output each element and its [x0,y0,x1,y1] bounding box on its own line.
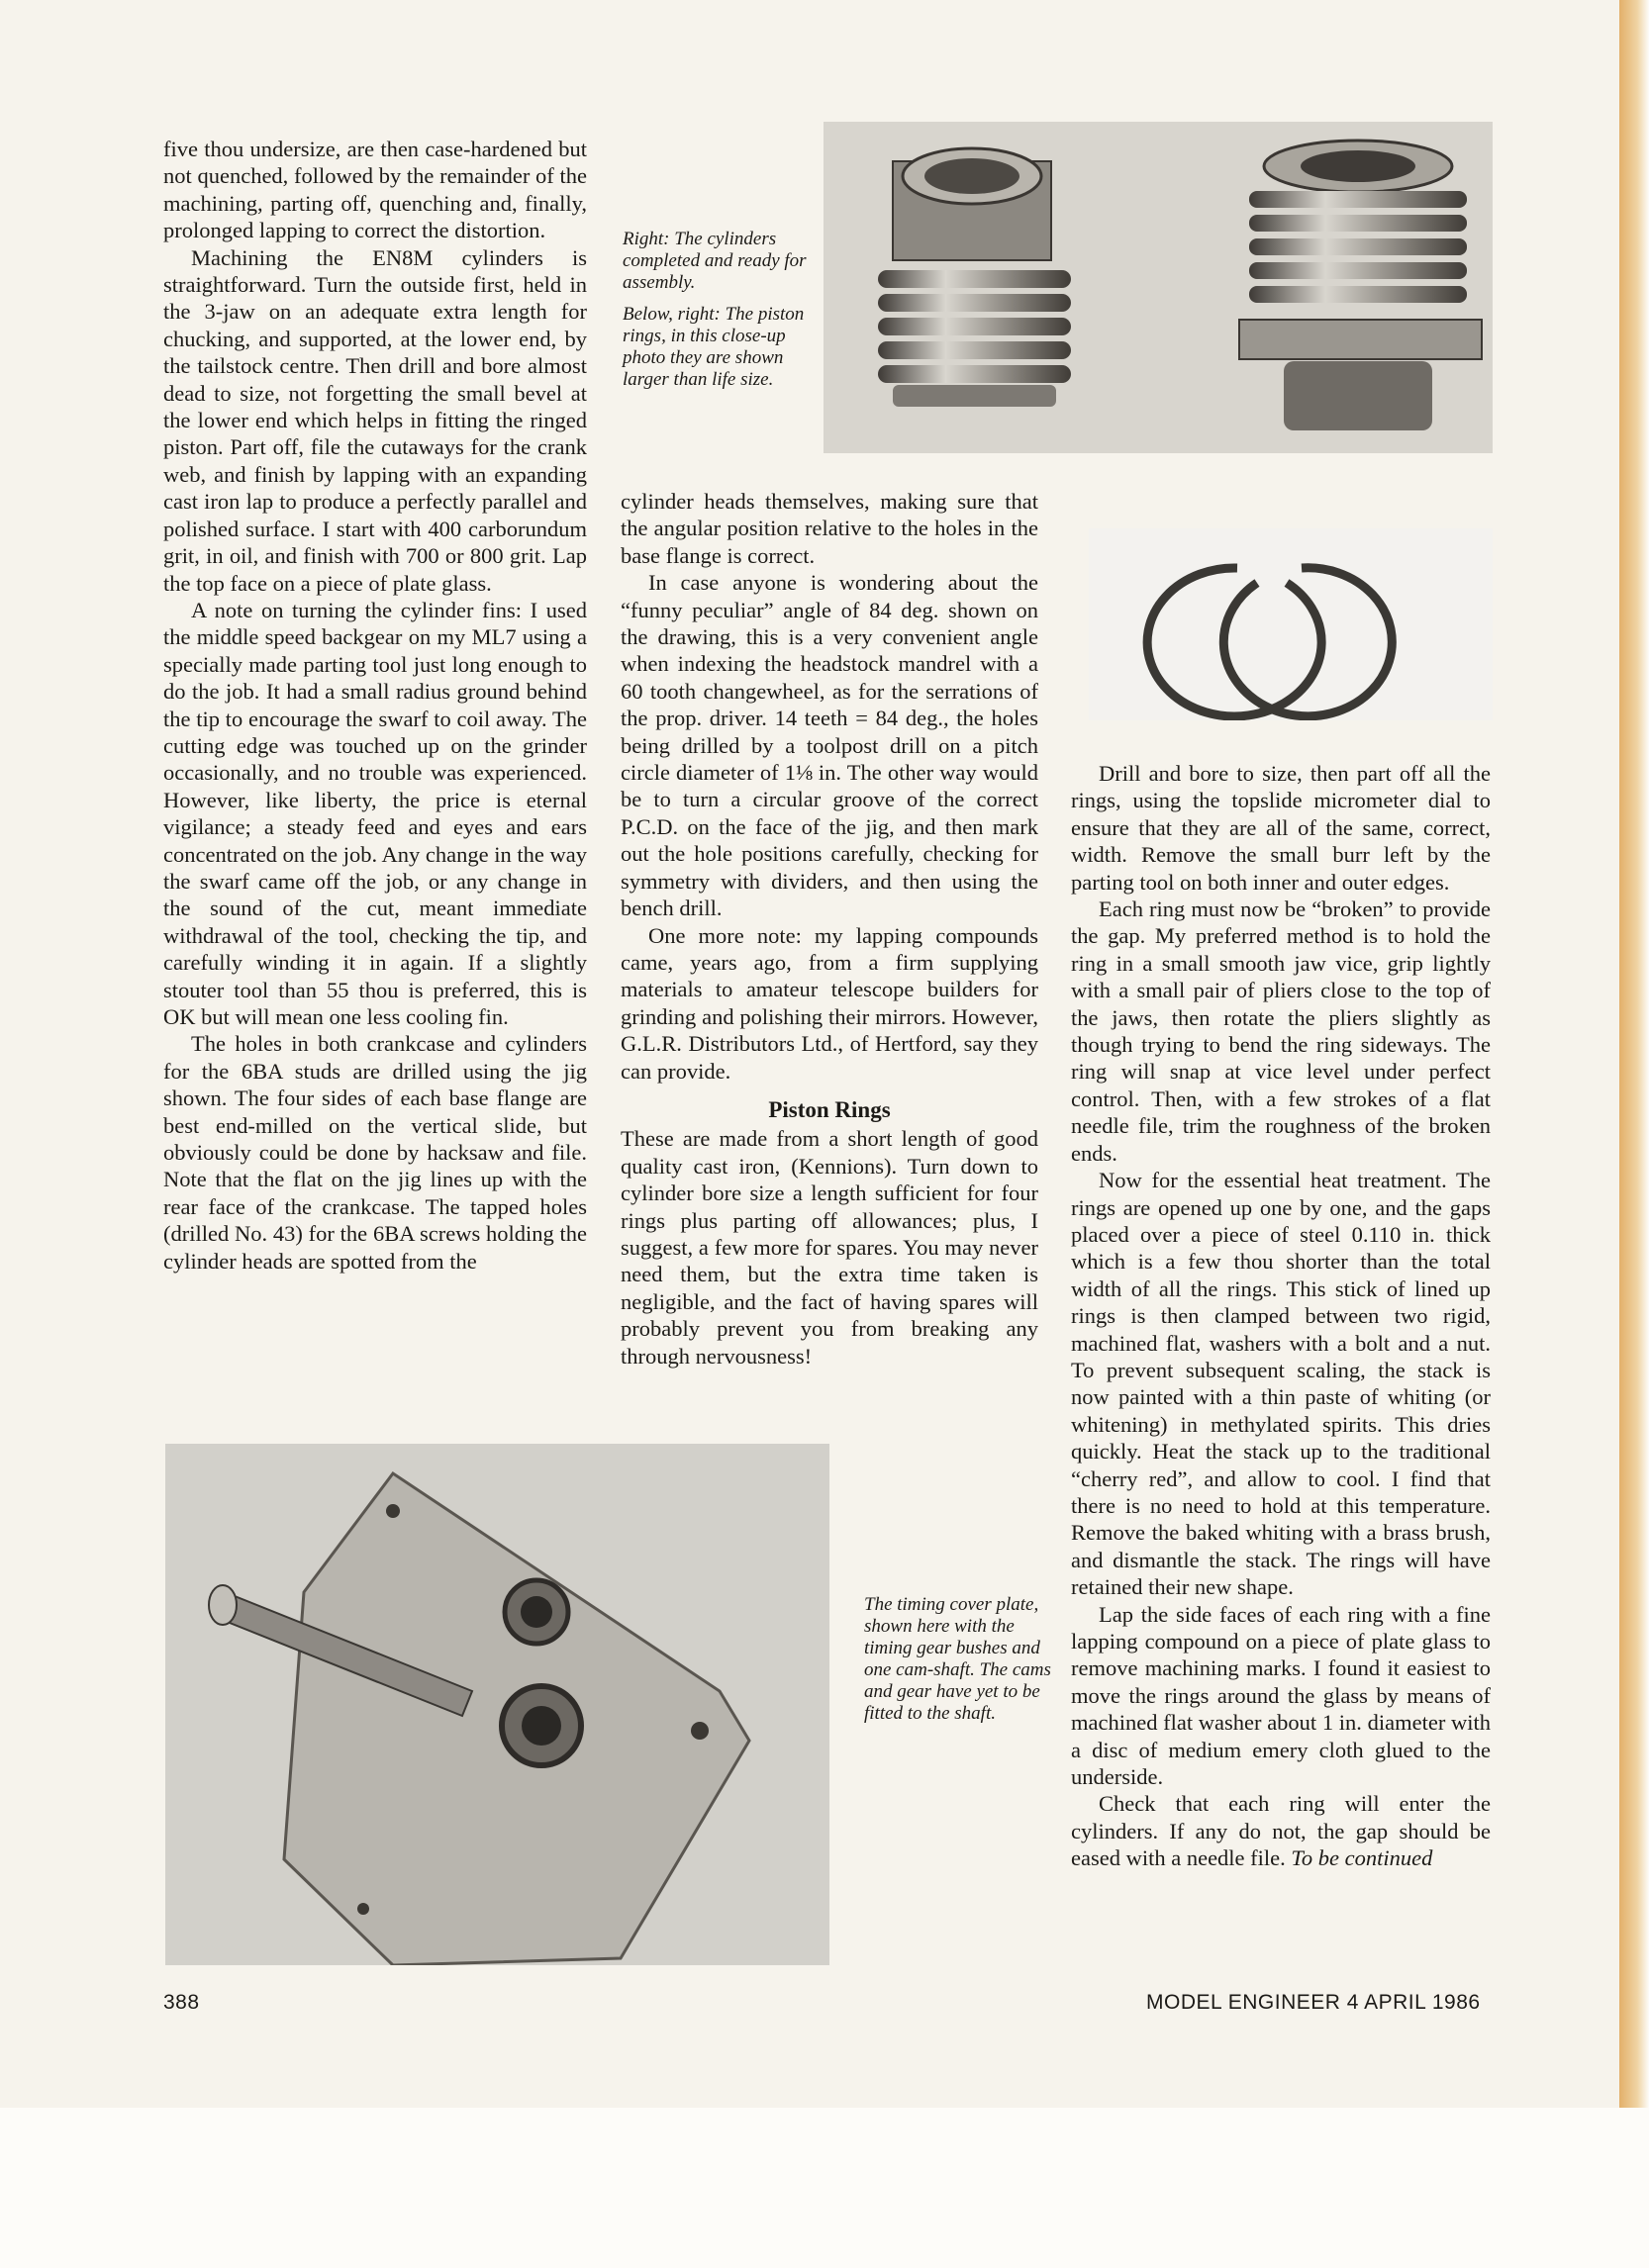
caption-cylinders: Right: The cylinders completed and ready for assembly. [623,229,807,293]
caption-rings: Below, right: The piston rings, in this close-up photo they are shown larger than life size. [623,304,805,390]
section-heading-piston-rings: Piston Rings [768,1096,891,1122]
paragraph: Each ring must now be “broken” to provide the gap. My preferred method is to hold the ring in a small smooth jaw vice, grip lightly with a small pair of pliers close to the top of the jaws, then rotate the pliers slightly as though trying to bend the ring sideways. The ring will snap at vice level under perfect control. Then, with a few strokes of a flat needle file, trim the roughness of the broken ends. [1071,897,1491,1166]
timing-cover-illustration [165,1444,829,1965]
page-number: 388 [163,1991,200,2014]
paragraph: The holes in both crankcase and cylinders for the 6BA studs are drilled using the jig shown. The four sides of each base flange are best end-milled on the vertical slide, but obviously could be done by hacksaw and file. Note that the flat on the jig lines up with the rear face of the crankcase. The tapped holes (drilled No. 43) for the 6BA screws holding the cylinder heads are spotted from the [163,1031,587,1274]
photo-caption-timing [864,1594,1052,1735]
paragraph: Drill and bore to size, then part off all the rings, using the topslide micrometer dial to ensure that they are all of the same, correct, width. Remove the small burr left by the parting tool on both inner and outer edges. [1071,761,1491,895]
article-column-1 [163,136,587,1275]
photo-caption-cylinders-rings [623,229,816,401]
paragraph: cylinder heads themselves, making sure that the angular position relative to the holes in the base flange is correct. [621,489,1038,568]
paragraph: A note on turning the cylinder fins: I used the middle speed backgear on my ML7 using a specially made parting tool just long enough to do the job. It had a small radius ground behind the tip to encourage the swarf to coil away. The cutting edge was touched up on the grinder occasionally, and no trouble was experienced. However, like liberty, the price is eternal vigilance; a steady feed and eyes and ears concentrated on the job. Any change in the way the swarf came off the job, or any change in the sound of the cut, meant immediate withdrawal of the tool, checking the tip, and carefully winding it in again. If a slightly stouter tool than 55 thou is preferred, this is OK but will mean one less cooling fin. [163,597,587,1029]
paragraph: In case anyone is wondering about the “funny peculiar” angle of 84 deg. shown on the drawing, this is a very convenient angle when indexing the headstock mandrel with a 60 tooth changewheel, as for the serrations of the prop. driver. 14 teeth = 84 deg., the holes being drilled by a toolpost drill on a pitch circle diameter of 1⅛ in. The other way would be to turn a circular groove of the correct P.C.D. on the face of the jig, and then mark out the hole positions carefully, checking for symmetry with dividers, and then using the bench drill. [621,570,1038,921]
piston-rings-illustration [1089,528,1493,720]
cylinders-photo [824,122,1493,453]
cylinders-illustration [824,122,1493,453]
paragraph: Machining the EN8M cylinders is straightforward. Turn the outside first, held in the 3-jaw on an adequate extra length for chucking, and supported, at the lower end, by the tailstock centre. Then drill and bore almost dead to size, not forgetting the small bevel at the lower end which helps in fitting the ringed piston. Part off, file the cutaways for the crank web, and finish by lapping with an expanding cast iron lap to produce a perfectly parallel and polished surface. I start with 400 carborundum grit, in oil, and finish with 700 or 800 grit. Lap the top face on a piece of plate glass. [163,244,587,596]
paragraph: Now for the essential heat treatment. The rings are opened up one by one, and the gaps placed over a piece of steel 0.110 in. thick which is a few thou shorter than the total width of all the rings. This stick of lined up rings is then clamped between two rigid, machined flat, washers with a bolt and a nut. To prevent subsequent scaling, the stack is now painted with a thin paste of whiting (or whitening) in methylated spirits. This dries quickly. Heat the stack up to the traditional “cherry red”, and allow to cool. I find that there is no need to hold at this temperature. Remove the baked whiting with a brass brush, and dismantle the stack. The rings will have retained their new shape. [1071,1168,1491,1600]
article-column-2 [621,488,1038,1370]
paragraph: These are made from a short length of good quality cast iron, (Kennions). Turn down to cylinder bore size a length sufficient for four rings plus parting off allowances; plus, I suggest, a few more for spares. You may never need them, but the extra time taken is negligible, and the fact of having spares will probably prevent you from breaking any through nervousness! [621,1126,1038,1369]
caption-timing: The timing cover plate, shown here with the timing gear bushes and one cam-shaft. The cams and gear have yet to be fitted to the shaft. [864,1594,1051,1724]
paragraph: five thou undersize, are then case-hardened but not quenched, followed by the remainder of the machining, parting off, quenching and, finally, prolonged lapping to correct the distortion. [163,137,587,243]
piston-rings-photo [1089,528,1493,720]
timing-cover-photo [165,1444,829,1965]
article-column-3 [1071,760,1491,1872]
to-be-continued: To be continued [1291,1845,1433,1871]
publication-footer: MODEL ENGINEER 4 APRIL 1986 [1146,1991,1481,2014]
left-cylinder [878,148,1071,407]
paragraph: Lap the side faces of each ring with a fine lapping compound on a piece of plate glass to remove machining marks. I found it easiest to move the rings around the glass by means of machined flat washer about 1 in. diameter with a disc of medium emery cloth glued to the underside. [1071,1601,1491,1790]
paragraph-final [1071,1790,1491,1871]
paragraph-text: Check that each ring will enter the cylinders. If any do not, the gap should be eased with a needle file. [1071,1791,1491,1871]
page-edge [1619,0,1649,2108]
paragraph: One more note: my lapping compounds came, years ago, from a firm supplying materials to amateur telescope builders for grinding and polishing their mirrors. However, G.L.R. Distributors Ltd., of Hertford, say they can provide. [621,922,1038,1084]
